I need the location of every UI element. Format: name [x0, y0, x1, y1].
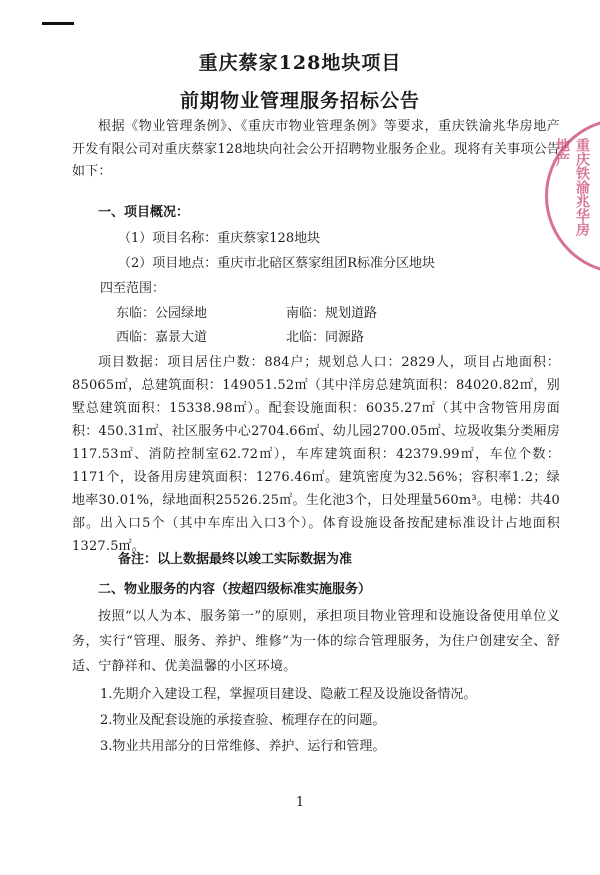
intro-paragraph: 根据《物业管理条例》、《重庆市物业管理条例》等要求，重庆铁渝兆华房地产开发有限公司对重庆蔡家128地块向社会公开招聘物业服务企业。现将有关事项公告如下： [72, 119, 560, 179]
bound-west: 西临：嘉景大道 [116, 330, 208, 345]
service-item-3: 3.物业共用部分的日常维修、养护、运行和管理。 [100, 739, 386, 754]
document-title-line1: 重庆蔡家128地块项目 [198, 52, 402, 74]
service-item-2: 2.物业及配套设施的承接查验、梳理存在的问题。 [100, 713, 386, 728]
data-note: 备注：以上数据最终以竣工实际数据为准 [118, 552, 353, 567]
section2-heading: 二、物业服务的内容（按超四级标准实施服务） [98, 582, 372, 597]
page-number: 1 [295, 795, 305, 810]
project-data-paragraph: 项目数据：项目居住户数：884户；规划总人口：2829人，项目占地面积：85065㎡，总建筑面积：149051.52㎡（其中洋房总建筑面积：84020.82㎡，别墅总建筑面积：15338.98㎡）。配套设施面积：6035.27㎡（其中含物管用房面积：450.31㎡、社区服务中心2704.66㎡、幼儿园2700.05㎡、垃圾收集分类厢房117.53㎡、消防控制室62.72㎡），车库建筑面积：42379.99㎡，车位个数：1171个，设备用房建筑面积：1276.46㎡。建筑密度为32.56%；容积率1.2；绿地率30.01%，绿地面积25526.25㎡。生化池3个，日处理量560m³。电梯：共40部。出入口5个（其中车库出入口3个）。体育设施设备按配建标准设计占地面积1327.5㎡。 [72, 355, 560, 554]
bounds-label: 四至范围： [100, 281, 166, 296]
service-item-1: 1.先期介入建设工程，掌握项目建设、隐蔽工程及设施设备情况。 [100, 687, 477, 702]
project-name: （1）项目名称：重庆蔡家128地块 [118, 231, 321, 246]
service-paragraph: 按照“以人为本、服务第一”的原则，承担项目物业管理和设施设备使用单位义务，实行“管理、服务、养护、维修”为一体的综合管理服务，为住户创建安全、舒适、宁静祥和、优美温馨的小区环境。 [72, 609, 560, 674]
header-dash [42, 22, 74, 25]
section1-heading: 一、项目概况： [98, 205, 190, 220]
bound-east: 东临：公园绿地 [116, 306, 208, 321]
company-seal-text: 重庆铁渝兆华房地产 [554, 138, 590, 236]
bound-north: 北临：同源路 [286, 330, 365, 345]
project-location: （2）项目地点：重庆市北碚区蔡家组团R标准分区地块 [118, 256, 436, 271]
bound-south: 南临：规划道路 [286, 306, 378, 321]
document-title-line2: 前期物业管理服务招标公告 [179, 90, 420, 112]
